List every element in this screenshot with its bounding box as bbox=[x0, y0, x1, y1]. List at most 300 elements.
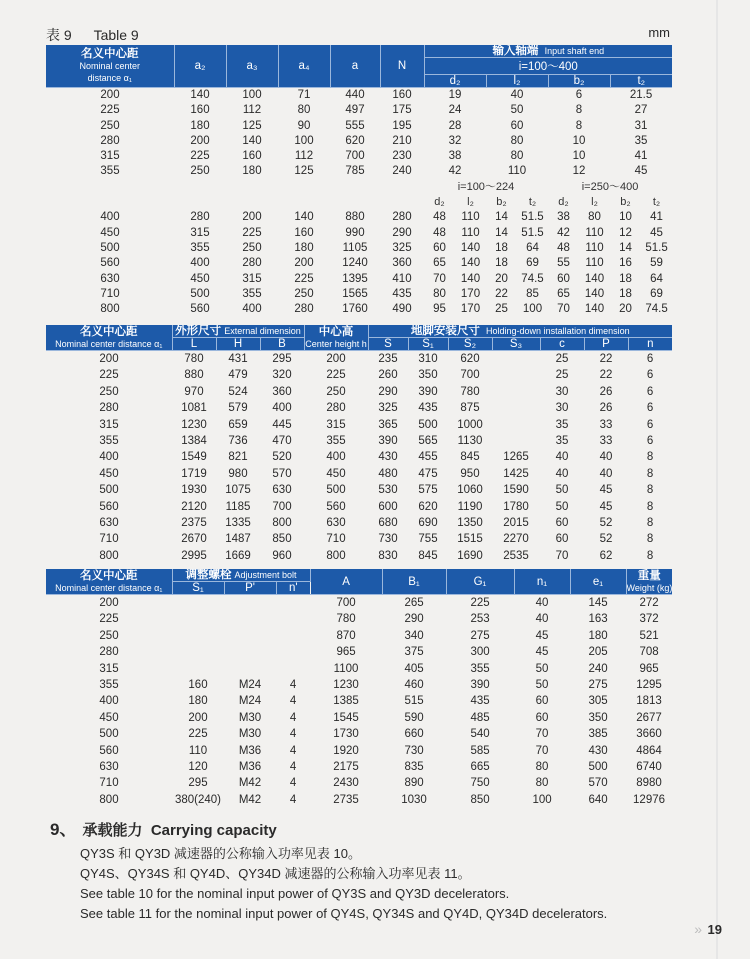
table-cell: 2375 bbox=[181, 517, 207, 530]
table-cell: 960 bbox=[272, 549, 292, 562]
table-cell: 80 bbox=[588, 211, 601, 224]
table-cell bbox=[276, 661, 310, 677]
table-cell: 700 bbox=[336, 597, 356, 609]
table-cell: 18 bbox=[495, 241, 508, 254]
table-cell: 160 bbox=[190, 104, 210, 117]
table-cell: 2175 bbox=[333, 761, 359, 774]
table-cell: 32 bbox=[448, 134, 462, 147]
empty-cell bbox=[380, 195, 424, 210]
table-cell: 480 bbox=[378, 467, 398, 480]
header-n-prime: n' bbox=[276, 582, 310, 595]
table-cell: 375 bbox=[404, 646, 424, 659]
table-cell: 290 bbox=[404, 613, 424, 626]
table-row bbox=[46, 400, 672, 416]
symbol-label: t₂ bbox=[528, 196, 537, 209]
table-cell: 175 bbox=[392, 104, 412, 117]
table-cell: 60 bbox=[555, 533, 569, 546]
table-cell: 200 bbox=[242, 211, 262, 224]
table-cell: 280 bbox=[242, 257, 262, 270]
header-7: S₃ bbox=[492, 338, 540, 351]
empty-cell bbox=[174, 195, 226, 210]
empty-cell bbox=[226, 180, 278, 195]
table-cell: 8 bbox=[575, 104, 583, 117]
table-cell: 180 bbox=[242, 165, 262, 178]
table-cell: 35 bbox=[555, 435, 569, 448]
table-cell: 1719 bbox=[181, 467, 207, 480]
table-cell: 31 bbox=[634, 119, 648, 132]
symbol-label: d₂ bbox=[434, 196, 445, 209]
header-nominal-center-distance: 名义中心距 Nominal center distance α₁ bbox=[46, 45, 174, 88]
table-cell: 500 bbox=[326, 484, 346, 497]
table-cell: 250 bbox=[190, 165, 210, 178]
section-line-1: QY3S 和 QY3D 减速器的公称输入功率见表 10。 bbox=[80, 846, 361, 861]
table-cell: 560 bbox=[99, 744, 119, 757]
table-row bbox=[46, 367, 672, 383]
table-cell: 1081 bbox=[181, 402, 207, 415]
empty-cell bbox=[330, 195, 380, 210]
table-cell: 110 bbox=[507, 165, 527, 178]
table-cell: 8 bbox=[646, 484, 654, 497]
empty-cell bbox=[278, 195, 330, 210]
table-cell: 70 bbox=[557, 303, 570, 316]
table-cell: 30 bbox=[555, 402, 569, 415]
table-cell: 52 bbox=[599, 517, 613, 530]
table-cell: 500 bbox=[588, 761, 608, 774]
table-cell: 475 bbox=[418, 467, 438, 480]
table-cell: 355 bbox=[99, 435, 119, 448]
table-cell: 10 bbox=[572, 134, 586, 147]
table-cell: 325 bbox=[392, 241, 412, 254]
table-cell: 4 bbox=[289, 728, 297, 741]
table-cell: 225 bbox=[188, 728, 208, 741]
table-cell: 355 bbox=[242, 287, 262, 300]
table-cell: 485 bbox=[470, 711, 490, 724]
table-cell: 1730 bbox=[333, 728, 359, 741]
table-cell: 18 bbox=[495, 257, 508, 270]
table-cell: 60 bbox=[555, 517, 569, 530]
table-row bbox=[46, 466, 672, 482]
table-cell: 1565 bbox=[342, 287, 368, 300]
table-cell: 380(240) bbox=[174, 793, 222, 806]
table-cell: 240 bbox=[392, 165, 412, 178]
table-cell: 160 bbox=[242, 150, 262, 163]
table-cell: 74.5 bbox=[645, 303, 668, 316]
table-cell: 780 bbox=[460, 385, 480, 398]
table-cell: 35 bbox=[634, 134, 648, 147]
table-cell: 80 bbox=[510, 134, 524, 147]
table-cell: 235 bbox=[378, 353, 398, 365]
table-cell: 390 bbox=[418, 385, 438, 398]
table-cell: 69 bbox=[526, 257, 539, 270]
table-cell: 24 bbox=[448, 104, 462, 117]
table-cell: 80 bbox=[297, 104, 311, 117]
table-cell: 140 bbox=[460, 257, 481, 270]
table-cell: 112 bbox=[294, 150, 314, 163]
table-cell: 315 bbox=[242, 272, 262, 285]
table-cell: 400 bbox=[190, 257, 210, 270]
table-row bbox=[46, 595, 672, 612]
table-cell: 55 bbox=[557, 257, 570, 270]
table-cell: 780 bbox=[184, 353, 204, 365]
table-cell: 160 bbox=[294, 226, 314, 239]
table-cell: 19 bbox=[448, 89, 462, 101]
header-3: B bbox=[260, 338, 304, 351]
table-cell: 450 bbox=[326, 467, 346, 480]
table-cell: 33 bbox=[599, 418, 613, 431]
header-P-prime: P' bbox=[224, 582, 276, 595]
table-cell bbox=[224, 644, 276, 660]
table-cell: 45 bbox=[599, 484, 613, 497]
table-cell: 665 bbox=[470, 761, 490, 774]
table-cell: 875 bbox=[460, 402, 480, 415]
table-cell: 200 bbox=[188, 711, 208, 724]
table-cell: 20 bbox=[619, 303, 632, 316]
table-cell: 300 bbox=[470, 646, 490, 659]
table-cell: 110 bbox=[188, 744, 208, 757]
table-cell bbox=[224, 595, 276, 612]
table-cell: 18 bbox=[619, 272, 632, 285]
table-cell: 225 bbox=[294, 272, 314, 285]
section-line-3: See table 10 for the nominal input power of QY3S and QY3D decelerators. bbox=[80, 886, 510, 901]
table-cell: 455 bbox=[418, 451, 438, 464]
header-input-shaft-end: 输入轴端 Input shaft end bbox=[424, 45, 672, 58]
table-cell bbox=[172, 611, 224, 627]
page-number: 19 bbox=[707, 922, 722, 937]
table-cell: 100 bbox=[532, 793, 552, 806]
empty-cell bbox=[226, 195, 278, 210]
table-cell bbox=[276, 644, 310, 660]
table-row bbox=[46, 743, 672, 759]
header-A: A bbox=[310, 569, 382, 595]
table-cell: 6 bbox=[646, 385, 654, 398]
table-cell: 500 bbox=[99, 484, 119, 497]
table-cell: 4 bbox=[289, 761, 297, 774]
table-cell: 38 bbox=[448, 150, 462, 163]
table-cell: 6 bbox=[575, 89, 583, 101]
header-adjustment-bolt: 调整螺栓 Adjustment bolt bbox=[172, 569, 310, 582]
table-cell: 27 bbox=[634, 104, 648, 117]
table-cell: 225 bbox=[190, 150, 210, 163]
table-cell: 620 bbox=[418, 500, 438, 513]
table-cell: 970 bbox=[184, 385, 204, 398]
table-cell: 50 bbox=[535, 679, 549, 692]
table-cell bbox=[172, 644, 224, 660]
table-cell: 4 bbox=[289, 679, 297, 692]
table-cell: 62 bbox=[599, 549, 613, 562]
table-cell: 659 bbox=[228, 418, 248, 431]
table-cell: 1230 bbox=[333, 679, 359, 692]
ratio-subheader-row bbox=[46, 180, 672, 195]
table-row bbox=[46, 149, 672, 164]
table-cell: 315 bbox=[99, 418, 119, 431]
header-B1: B₁ bbox=[382, 569, 446, 595]
table-cell: 110 bbox=[585, 241, 604, 254]
table-cell: 170 bbox=[460, 303, 481, 316]
table-cell: 74.5 bbox=[521, 272, 544, 285]
table-cell: 140 bbox=[584, 272, 605, 285]
table-cell: 1669 bbox=[225, 549, 251, 562]
header-center-height: 中心高 Center height h bbox=[305, 325, 367, 349]
table-caption-en: Table 9 bbox=[93, 27, 139, 43]
table-cell: 60 bbox=[510, 119, 524, 132]
table-cell: M30 bbox=[238, 711, 262, 724]
table-cell: 360 bbox=[392, 257, 412, 270]
table-cell: 2535 bbox=[503, 549, 529, 562]
table-cell: 630 bbox=[326, 517, 346, 530]
table-cell bbox=[224, 628, 276, 644]
table-cell: 70 bbox=[535, 744, 549, 757]
section-line-2: QY4S、QY34S 和 QY4D、QY34D 减速器的公称输入功率见表 11。 bbox=[80, 866, 471, 881]
table-cell: 1425 bbox=[503, 467, 529, 480]
table-cell: 70 bbox=[555, 549, 569, 562]
table-cell: 405 bbox=[404, 662, 424, 675]
table-cell: 965 bbox=[336, 646, 356, 659]
header-l2: l₂ bbox=[486, 75, 548, 88]
header-a4: a₄ bbox=[278, 45, 330, 88]
table-cell: 710 bbox=[99, 777, 119, 790]
symbol-label: l₂ bbox=[467, 196, 474, 209]
symbol-label: b₂ bbox=[496, 196, 507, 209]
table-cell: 400 bbox=[99, 695, 119, 708]
table-cell: 14 bbox=[495, 226, 508, 239]
table-cell: 385 bbox=[588, 728, 608, 741]
table-cell: 1100 bbox=[333, 662, 359, 675]
table-cell bbox=[492, 384, 540, 400]
table-row bbox=[46, 351, 672, 368]
table-cell: 845 bbox=[418, 549, 438, 562]
table-cell: 140 bbox=[460, 241, 481, 254]
table-cell: 450 bbox=[100, 226, 120, 239]
empty-cell bbox=[46, 195, 174, 210]
table-row bbox=[46, 726, 672, 742]
table-cell: 660 bbox=[404, 728, 424, 741]
table-cell: 980 bbox=[228, 467, 248, 480]
table-cell: 450 bbox=[99, 467, 119, 480]
table-row bbox=[46, 499, 672, 515]
table-cell: 8 bbox=[646, 533, 654, 546]
table-cell: 253 bbox=[470, 613, 490, 626]
symbol-label: b₂ bbox=[620, 196, 631, 209]
table-row bbox=[46, 482, 672, 498]
table-cell: 65 bbox=[433, 257, 446, 270]
table-cell: 65 bbox=[557, 287, 570, 300]
table-cell: 315 bbox=[99, 662, 119, 675]
table-cell: 14 bbox=[619, 241, 632, 254]
table-cell: 400 bbox=[99, 451, 119, 464]
table-dimensions-body bbox=[46, 351, 672, 565]
table-row bbox=[46, 677, 672, 693]
table-row bbox=[46, 210, 672, 225]
table-cell: 250 bbox=[294, 287, 314, 300]
table-cell: 1075 bbox=[225, 484, 251, 497]
table-cell: 515 bbox=[404, 695, 424, 708]
table-row bbox=[46, 449, 672, 465]
table-cell bbox=[492, 417, 540, 433]
table-cell: 41 bbox=[650, 211, 663, 224]
ratio-range-high: i=250～400 bbox=[581, 180, 639, 193]
table-cell: 6 bbox=[646, 435, 654, 448]
table-cell: 315 bbox=[190, 226, 210, 239]
table-cell: 990 bbox=[345, 226, 365, 239]
header-1: L bbox=[172, 338, 216, 351]
table-cell: 350 bbox=[418, 369, 438, 382]
table-cell: 600 bbox=[378, 500, 398, 513]
table-cell: 460 bbox=[404, 679, 424, 692]
table-cell: 835 bbox=[404, 761, 424, 774]
table-cell: 8 bbox=[646, 500, 654, 513]
table-cell: 35 bbox=[555, 418, 569, 431]
table-cell: 40 bbox=[535, 597, 549, 609]
table-cell: 350 bbox=[588, 711, 608, 724]
table-cell: 1385 bbox=[333, 695, 359, 708]
table-cell: 38 bbox=[557, 211, 570, 224]
table-cell: 51.5 bbox=[645, 241, 668, 254]
table-cell: 950 bbox=[460, 467, 480, 480]
table-cell: 700 bbox=[345, 150, 365, 163]
table-cell: 125 bbox=[242, 119, 262, 132]
table-cell: 112 bbox=[242, 104, 262, 117]
empty-cell bbox=[174, 180, 226, 195]
table-cell: 1760 bbox=[342, 303, 368, 316]
table-cell: 400 bbox=[242, 303, 262, 316]
table-cell: 560 bbox=[326, 500, 346, 513]
table-cell: 12 bbox=[619, 226, 632, 239]
double-chevron-icon: » bbox=[694, 921, 702, 937]
table-cell: 435 bbox=[470, 695, 490, 708]
table-cell: 630 bbox=[99, 517, 119, 530]
table-cell: 280 bbox=[294, 303, 314, 316]
table-cell: 295 bbox=[272, 353, 292, 365]
table-cell: 41 bbox=[634, 150, 648, 163]
table-cell: 12976 bbox=[633, 793, 666, 806]
table-cell: 8 bbox=[646, 451, 654, 464]
table-cell: 710 bbox=[326, 533, 346, 546]
table-cell: 431 bbox=[228, 353, 248, 365]
table-row bbox=[46, 384, 672, 400]
symbol-label: t₂ bbox=[652, 196, 661, 209]
table-cell: 180 bbox=[190, 119, 210, 132]
header-ratio-range: i=100～400 bbox=[424, 58, 672, 75]
table-input-shaft-body bbox=[46, 88, 672, 318]
table-cell: 210 bbox=[392, 134, 412, 147]
table-cell: 21.5 bbox=[629, 89, 653, 101]
table-cell: 8980 bbox=[636, 777, 662, 790]
table-cell: 4 bbox=[289, 744, 297, 757]
table-cell: 1549 bbox=[181, 451, 207, 464]
table-cell: 540 bbox=[470, 728, 490, 741]
table-cell: 1030 bbox=[401, 793, 427, 806]
table-cell: 579 bbox=[228, 402, 248, 415]
table-cell: 8 bbox=[646, 517, 654, 530]
table-row bbox=[46, 287, 672, 302]
table-cell: 85 bbox=[526, 287, 539, 300]
header-5: S₁ bbox=[408, 338, 448, 351]
table-cell: M24 bbox=[238, 695, 262, 708]
table-cell: 200 bbox=[326, 353, 346, 365]
table-cell: 8 bbox=[646, 549, 654, 562]
header-holding-down: 地脚安装尺寸 Holding-down installation dimension bbox=[368, 325, 672, 338]
table-cell: 560 bbox=[99, 500, 119, 513]
table-cell: 205 bbox=[588, 646, 608, 659]
table-cell: 430 bbox=[378, 451, 398, 464]
table-cell: 140 bbox=[242, 134, 262, 147]
table-cell: 1230 bbox=[181, 418, 207, 431]
table-cell: 272 bbox=[639, 597, 659, 609]
table-cell: 40 bbox=[555, 467, 569, 480]
table-cell: 4 bbox=[289, 711, 297, 724]
table-cell: 80 bbox=[510, 150, 524, 163]
table-cell: 200 bbox=[99, 353, 119, 365]
table-cell: 2735 bbox=[333, 793, 359, 806]
table-cell: 225 bbox=[242, 226, 262, 239]
table-cell: 730 bbox=[404, 744, 424, 757]
table-dimensions bbox=[46, 325, 672, 564]
table-cell: 51.5 bbox=[521, 226, 544, 239]
table-cell: 50 bbox=[555, 500, 569, 513]
table-cell: 26 bbox=[599, 385, 613, 398]
table-cell: 8 bbox=[646, 467, 654, 480]
symbol-label: l₂ bbox=[591, 196, 598, 209]
table-cell: 570 bbox=[588, 777, 608, 790]
table-cell: 25 bbox=[495, 303, 508, 316]
table-cell: 180 bbox=[188, 695, 208, 708]
table-cell: 250 bbox=[242, 241, 262, 254]
table-cell: 200 bbox=[294, 257, 314, 270]
header-t2: t₂ bbox=[610, 75, 672, 88]
table-cell: 1060 bbox=[457, 484, 483, 497]
table-cell: 180 bbox=[588, 629, 608, 642]
table-cell: 200 bbox=[100, 89, 120, 101]
table-cell: 400 bbox=[272, 402, 292, 415]
table-cell: 560 bbox=[100, 257, 120, 270]
table-cell: 100 bbox=[242, 89, 262, 101]
table-cell: 372 bbox=[639, 613, 659, 626]
table-cell: 700 bbox=[272, 500, 292, 513]
table-cell: 45 bbox=[650, 226, 663, 239]
header-e1: e₁ bbox=[570, 569, 626, 595]
table-cell bbox=[492, 433, 540, 449]
table-cell: 60 bbox=[557, 272, 570, 285]
table-cell: 800 bbox=[326, 549, 346, 562]
table-cell: 490 bbox=[392, 303, 412, 316]
table-cell: 290 bbox=[392, 226, 412, 239]
table-cell: 785 bbox=[345, 165, 365, 178]
table-cell: 1813 bbox=[636, 695, 662, 708]
table-cell: 170 bbox=[460, 287, 481, 300]
table-cell: 400 bbox=[100, 211, 120, 224]
table-cell: 80 bbox=[535, 761, 549, 774]
table-cell: 48 bbox=[433, 226, 446, 239]
table-cell: 524 bbox=[228, 385, 248, 398]
table-cell: 45 bbox=[599, 500, 613, 513]
table-cell: 22 bbox=[599, 369, 613, 382]
table-cell: 560 bbox=[190, 303, 210, 316]
table-cell: 4 bbox=[289, 695, 297, 708]
table-cell: 280 bbox=[100, 134, 120, 147]
table-cell: 80 bbox=[433, 287, 446, 300]
table-cell: 850 bbox=[272, 533, 292, 546]
table-cell bbox=[276, 595, 310, 612]
table-cell: 22 bbox=[599, 353, 613, 365]
table-cell: 1395 bbox=[342, 272, 368, 285]
table-cell: 500 bbox=[190, 287, 210, 300]
header-b2: b₂ bbox=[548, 75, 610, 88]
table-cell: 390 bbox=[470, 679, 490, 692]
table-cell: 845 bbox=[460, 451, 480, 464]
table-cell: 280 bbox=[392, 211, 412, 224]
header-10: n bbox=[628, 338, 672, 351]
table-row bbox=[46, 134, 672, 149]
